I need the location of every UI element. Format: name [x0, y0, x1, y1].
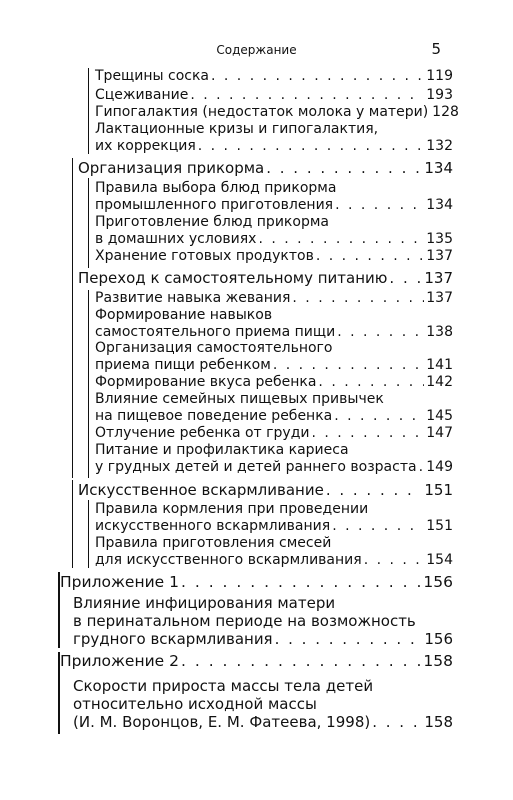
leader-dots [190, 87, 424, 104]
leader-dots [334, 408, 424, 425]
toc-entry [95, 214, 453, 248]
entry-title: Переход к самостоятельному питанию [78, 269, 388, 287]
entry-title: искусственного вскармливания [95, 518, 331, 534]
entry-title-line: Лактационные кризы и гипогалактия, [95, 121, 379, 137]
entry-title-line: Правила кормления при проведении [95, 501, 369, 517]
leader-dots [332, 518, 424, 535]
entry-page: 158 [423, 652, 453, 670]
entry-title: приема пищи ребенком [95, 357, 271, 373]
entry-title: Формирование вкуса ребенка [95, 374, 317, 390]
leader-dots [335, 197, 424, 214]
leader-dots [364, 552, 425, 569]
entry-page: 151 [424, 481, 453, 499]
leader-dots [389, 269, 422, 287]
leader-dots [292, 290, 424, 307]
entry-page: 137 [426, 290, 453, 306]
entry-title: (И. М. Воронцов, Е. М. Фатеева, 1998) [73, 713, 371, 731]
entry-title-line: Правила выбора блюд прикорма [95, 180, 337, 196]
subsection-rule [88, 178, 89, 268]
entry-page: 145 [426, 408, 453, 424]
toc-entry [95, 68, 453, 85]
entry-title: их коррекция [95, 138, 196, 154]
entry-title: на пищевое поведение ребенка [95, 408, 333, 424]
toc-entry [95, 248, 453, 265]
entry-page: 156 [424, 630, 453, 648]
entry-title: Искусственное вскармливание [78, 481, 324, 499]
leader-dots [337, 324, 424, 341]
toc-entry [95, 121, 453, 155]
toc-entry [95, 374, 453, 391]
entry-page: 193 [426, 87, 453, 103]
leader-dots [198, 138, 425, 155]
entry-title-line: Организация самостоятельного [95, 340, 333, 356]
leader-dots [266, 159, 422, 177]
entry-title: Трещины соска [95, 68, 209, 84]
entry-page: 119 [426, 68, 453, 84]
toc-entry [95, 501, 453, 535]
entry-title: Развитие навыка жевания [95, 290, 291, 306]
subsection-rule [88, 500, 89, 568]
running-title: Содержание [216, 43, 297, 57]
entry-title-line: Формирование навыков [95, 307, 273, 323]
entry-title: самостоятельного приема пищи [95, 324, 336, 340]
entry-title-line: Приготовление блюд прикорма [95, 214, 329, 230]
leader-dots [273, 357, 424, 374]
entry-title: грудного вскармливания [73, 630, 273, 648]
entry-title: Приложение 2 [60, 652, 179, 670]
entry-title-line: относительно исходной массы [73, 695, 317, 713]
toc-section [78, 269, 453, 287]
entry-page: 158 [424, 713, 453, 731]
toc-entry [95, 290, 453, 307]
toc-entry [95, 535, 453, 569]
toc-appendix [60, 652, 453, 671]
toc-entry [95, 307, 453, 341]
entry-page: 141 [426, 357, 453, 373]
toc-section [73, 594, 453, 648]
toc-entry [95, 87, 453, 104]
leader-dots [316, 248, 424, 265]
entry-title-line: Питание и профилактика кариеса [95, 442, 349, 458]
entry-page: 138 [426, 324, 453, 340]
entry-page: 134 [426, 197, 453, 213]
entry-title: в домашних условиях [95, 231, 257, 247]
toc-entry [95, 442, 453, 476]
entry-title: промышленного приготовления [95, 197, 334, 213]
leader-dots [181, 573, 421, 592]
entry-title: Приложение 1 [60, 573, 179, 591]
entry-page: 147 [426, 425, 453, 441]
entry-page: 156 [423, 573, 453, 591]
entry-title: для искусственного вскармливания [95, 552, 362, 568]
subsection-rule [88, 290, 89, 478]
section-rule [72, 268, 73, 478]
leader-dots [326, 481, 423, 499]
toc-entry [95, 340, 453, 374]
entry-page: 137 [424, 269, 453, 287]
leader-dots [311, 425, 424, 442]
leader-dots [318, 374, 424, 391]
entry-title-line: Скорости прироста массы тела детей [73, 677, 374, 695]
toc-entry [95, 104, 459, 121]
toc-section [73, 677, 453, 731]
leader-dots [372, 713, 422, 731]
leader-dots [419, 459, 425, 476]
entry-page: 151 [426, 518, 453, 534]
entry-title-line: Правила приготовления смесей [95, 535, 332, 551]
toc-section [78, 481, 453, 499]
entry-title-line: Влияние семейных пищевых привычек [95, 391, 384, 407]
leader-dots [211, 68, 424, 85]
entry-page: 134 [424, 159, 453, 177]
entry-title-line: Влияние инфицирования матери [73, 594, 336, 612]
entry-title: Гипогалактия (недостаток молока у матери) [95, 104, 429, 120]
page-number: 5 [431, 40, 441, 58]
toc-entry [95, 425, 453, 442]
entry-page: 137 [426, 248, 453, 264]
section-rule [72, 158, 73, 268]
entry-title: у грудных детей и детей раннего возраста [95, 459, 417, 475]
entry-title: Отлучение ребенка от груди [95, 425, 310, 441]
entry-page: 142 [426, 374, 453, 390]
entry-page: 154 [426, 552, 453, 568]
leader-dots [258, 231, 424, 248]
leader-dots [275, 630, 423, 648]
leader-dots [181, 652, 421, 671]
entry-title-line: в перинатальном периоде на возможность [73, 612, 416, 630]
toc-section [78, 159, 453, 177]
entry-title: Организация прикорма [78, 159, 265, 177]
entry-title: Хранение готовых продуктов [95, 248, 314, 264]
subsection-rule [88, 68, 89, 154]
toc-entry [95, 391, 453, 425]
entry-page: 135 [426, 231, 453, 247]
entry-title: Сцеживание [95, 87, 189, 103]
page-header [0, 40, 513, 60]
entry-page: 132 [426, 138, 453, 154]
entry-page: 149 [426, 459, 453, 475]
section-rule [72, 480, 73, 568]
entry-page: 128 [432, 104, 459, 120]
toc-appendix [60, 573, 453, 592]
toc-entry [95, 180, 453, 214]
